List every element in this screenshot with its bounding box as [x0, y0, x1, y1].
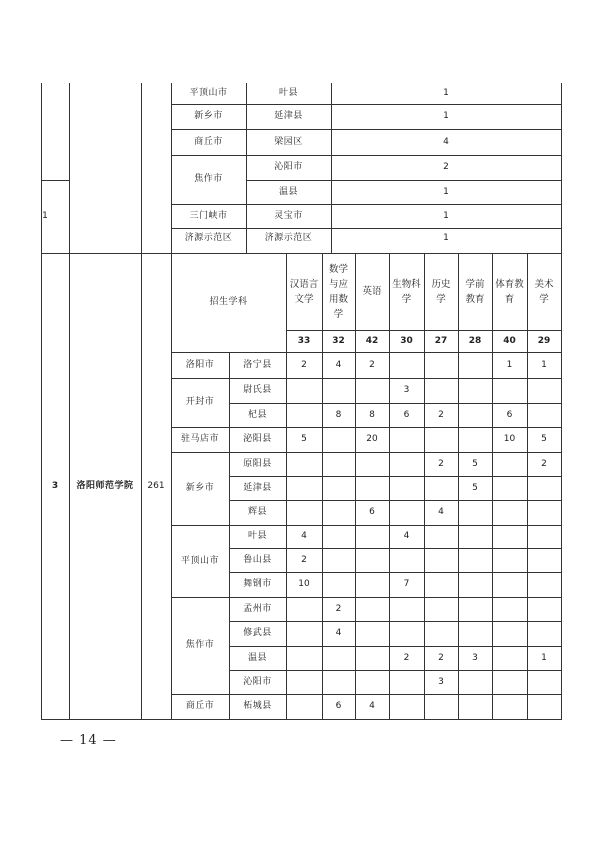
quota-cell [355, 621, 389, 646]
quota-cell: 5 [301, 434, 307, 444]
quota-cell [286, 646, 322, 670]
city-cell: 商丘市 [194, 136, 223, 147]
quota-cell [492, 646, 527, 670]
city-cell: 新乡市 [194, 111, 223, 121]
quota-cell [458, 427, 492, 452]
quota-cell: 2 [301, 359, 307, 370]
page-number: — 14 — [60, 733, 117, 748]
quota-cell [527, 525, 561, 548]
quota-cell [424, 597, 458, 621]
city-cell: 平顶山市 [180, 555, 219, 566]
county-cell: 孟州市 [243, 603, 272, 614]
quota-cell [424, 427, 458, 452]
quota-cell [492, 694, 527, 719]
quota-cell: 2 [335, 603, 342, 614]
quota-cell [286, 476, 322, 500]
school-total: 261 [147, 480, 165, 491]
county-cell: 尉氏县 [243, 385, 272, 395]
subject-header: 历史学 [431, 278, 451, 305]
quota-cell: 4 [438, 507, 444, 517]
quota-cell: 6 [403, 409, 410, 420]
county-cell: 鲁山县 [243, 554, 272, 565]
quota-cell [389, 694, 424, 719]
county-cell: 泌阳县 [243, 434, 272, 444]
quota-cell: 4 [443, 136, 449, 147]
quota-cell [527, 572, 561, 597]
city-cell: 焦作市 [185, 640, 215, 650]
quota-cell [458, 597, 492, 621]
subject-header: 学前教育 [465, 278, 485, 305]
quota-cell: 4 [369, 701, 375, 711]
quota-cell [527, 403, 561, 427]
quota-cell [492, 572, 527, 597]
quota-cell [424, 548, 458, 572]
quota-cell [492, 452, 527, 476]
quota-cell [527, 694, 561, 719]
quota-cell [389, 548, 424, 572]
quota-cell [424, 572, 458, 597]
city-cell: 新乡市 [185, 483, 215, 493]
quota-cell [322, 646, 355, 670]
quota-cell [527, 476, 561, 500]
quota-cell [322, 572, 355, 597]
subject-total: 30 [400, 335, 413, 346]
quota-cell [424, 525, 458, 548]
quota-cell [527, 548, 561, 572]
quota-cell [322, 452, 355, 476]
subject-total: 32 [332, 335, 345, 346]
quota-cell: 5 [541, 434, 547, 444]
quota-cell: 3 [472, 652, 478, 663]
quota-cell [286, 500, 322, 525]
quota-cell: 2 [438, 652, 444, 663]
city-cell: 驻马店市 [180, 434, 219, 444]
city-cell: 济源示范区 [184, 233, 233, 243]
quota-cell [458, 548, 492, 572]
quota-cell: 7 [403, 579, 410, 589]
quota-cell [322, 670, 355, 694]
county-cell: 柘城县 [243, 701, 272, 711]
quota-cell [389, 427, 424, 452]
quota-cell: 20 [366, 434, 378, 444]
county-cell: 修武县 [243, 628, 272, 638]
county-cell: 叶县 [278, 88, 298, 98]
quota-cell [424, 621, 458, 646]
county-cell: 原阳县 [243, 458, 272, 469]
county-cell: 梁园区 [274, 136, 303, 147]
school-name: 洛阳师范学院 [76, 480, 134, 491]
grid-line [41, 719, 562, 720]
quota-cell [286, 403, 322, 427]
quota-cell [355, 476, 389, 500]
quota-cell [322, 378, 355, 403]
quota-cell: 1 [506, 359, 513, 370]
subject-total: 29 [537, 335, 551, 346]
city-cell: 三门峡市 [189, 210, 228, 221]
quota-cell [389, 476, 424, 500]
quota-cell [389, 621, 424, 646]
row-index: 1 [42, 211, 48, 221]
quota-cell [492, 621, 527, 646]
quota-cell [355, 572, 389, 597]
quota-cell [424, 476, 458, 500]
county-cell: 洛宁县 [243, 359, 272, 370]
quota-cell: 4 [301, 531, 307, 541]
quota-cell: 5 [472, 458, 478, 469]
quota-cell: 5 [472, 482, 478, 493]
quota-cell: 1 [541, 652, 547, 663]
quota-cell [322, 427, 355, 452]
quota-cell [355, 597, 389, 621]
city-cell: 开封市 [185, 397, 215, 407]
quota-cell [389, 452, 424, 476]
quota-cell: 1 [541, 359, 547, 370]
quota-cell: 4 [335, 359, 342, 370]
subject-total: 27 [434, 335, 448, 346]
quota-cell [458, 670, 492, 694]
quota-cell: 2 [438, 458, 444, 469]
quota-cell: 6 [369, 507, 375, 517]
quota-cell: 10 [298, 579, 310, 589]
quota-cell [458, 572, 492, 597]
subject-header: 美术学 [534, 278, 554, 305]
quota-cell [458, 525, 492, 548]
quota-cell [492, 670, 527, 694]
county-cell: 延津县 [243, 482, 272, 493]
city-cell: 商丘市 [185, 701, 215, 711]
quota-cell: 4 [335, 628, 342, 638]
quota-cell [492, 548, 527, 572]
subject-header: 英语 [362, 286, 382, 297]
county-cell: 济源示范区 [264, 233, 313, 243]
quota-cell [458, 500, 492, 525]
subject-header: 体育教育 [495, 278, 524, 305]
quota-cell [389, 670, 424, 694]
quota-cell: 8 [335, 409, 342, 420]
quota-cell: 4 [403, 531, 410, 541]
quota-cell [355, 548, 389, 572]
quota-cell [492, 525, 527, 548]
quota-cell [458, 378, 492, 403]
quota-cell: 2 [369, 359, 375, 370]
city-cell: 焦作市 [194, 174, 223, 184]
quota-cell [355, 646, 389, 670]
quota-cell [389, 352, 424, 378]
county-cell: 温县 [278, 186, 298, 197]
county-cell: 延津县 [274, 111, 303, 121]
quota-cell [527, 597, 561, 621]
quota-cell [424, 352, 458, 378]
county-cell: 沁阳市 [274, 162, 303, 172]
quota-cell [355, 378, 389, 403]
quota-cell: 3 [438, 676, 444, 687]
quota-cell [286, 597, 322, 621]
subjects-header: 招生学科 [209, 297, 248, 307]
county-cell: 叶县 [247, 531, 267, 541]
county-cell: 辉县 [247, 507, 267, 517]
quota-cell: 2 [438, 409, 444, 420]
quota-cell [322, 476, 355, 500]
quota-cell [527, 670, 561, 694]
quota-cell [527, 621, 561, 646]
quota-cell [322, 525, 355, 548]
subject-total: 33 [297, 335, 311, 346]
school-index: 3 [51, 480, 59, 491]
quota-cell: 2 [443, 162, 449, 172]
subject-header: 数学与应用数学 [328, 263, 348, 320]
quota-cell: 6 [335, 701, 342, 711]
quota-cell [492, 476, 527, 500]
quota-cell [322, 500, 355, 525]
quota-cell: 1 [443, 186, 449, 197]
quota-cell [286, 378, 322, 403]
quota-cell [458, 621, 492, 646]
quota-cell [458, 352, 492, 378]
subject-header: 生物科学 [392, 278, 421, 305]
quota-cell [355, 525, 389, 548]
quota-cell: 2 [301, 554, 307, 565]
quota-cell: 2 [403, 652, 410, 663]
subject-total: 42 [365, 335, 379, 346]
quota-cell [286, 621, 322, 646]
county-cell: 杞县 [247, 409, 267, 420]
quota-cell: 1 [443, 233, 449, 243]
quota-cell [492, 378, 527, 403]
quota-cell: 8 [369, 409, 375, 420]
county-cell: 灵宝市 [274, 210, 303, 221]
quota-cell [286, 452, 322, 476]
quota-cell [492, 597, 527, 621]
quota-cell: 2 [541, 458, 547, 469]
quota-cell [458, 403, 492, 427]
county-cell: 舞钢市 [243, 579, 272, 589]
quota-cell [424, 378, 458, 403]
quota-cell: 3 [403, 385, 410, 395]
city-cell: 平顶山市 [189, 88, 228, 98]
quota-cell: 6 [506, 409, 513, 420]
quota-cell [492, 500, 527, 525]
quota-cell [286, 694, 322, 719]
quota-cell [389, 597, 424, 621]
quota-cell [286, 670, 322, 694]
grid-line [69, 83, 70, 254]
quota-cell [389, 500, 424, 525]
quota-cell: 1 [443, 210, 449, 221]
quota-cell [458, 694, 492, 719]
quota-cell: 10 [503, 434, 516, 444]
grid-line [561, 253, 562, 720]
quota-cell [424, 694, 458, 719]
quota-cell: 1 [443, 111, 449, 121]
county-cell: 沁阳市 [243, 676, 272, 687]
quota-cell [322, 548, 355, 572]
quota-cell: 1 [443, 88, 449, 98]
subject-total: 40 [503, 335, 516, 346]
city-cell: 洛阳市 [185, 359, 215, 370]
subject-header: 汉语言文学 [289, 278, 319, 305]
quota-cell [527, 378, 561, 403]
grid-line [141, 83, 142, 254]
quota-cell [527, 500, 561, 525]
county-cell: 温县 [247, 652, 267, 663]
subject-total: 28 [468, 335, 482, 346]
quota-cell [355, 452, 389, 476]
quota-cell [355, 670, 389, 694]
